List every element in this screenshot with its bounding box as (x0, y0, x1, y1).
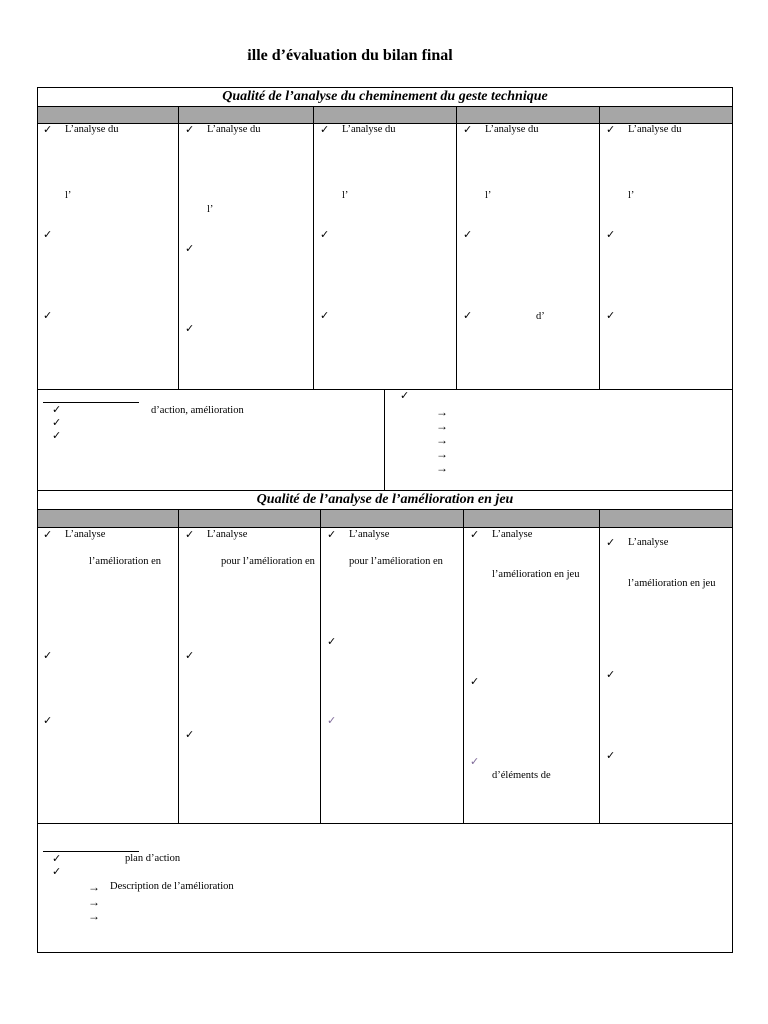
column-divider (384, 389, 385, 490)
text-fragment: l’ (628, 190, 635, 201)
criterion-text: l’amélioration en (89, 556, 162, 567)
divider (37, 527, 733, 528)
check-icon: ✓ (43, 715, 53, 727)
improvement-description: Description de l’amélioration (110, 881, 234, 892)
criterion-label: L’analyse (65, 529, 106, 540)
blank-underline (43, 851, 139, 852)
arrow-icon: → (436, 461, 448, 475)
check-icon: ✓ (470, 529, 480, 541)
arrow-icon: → (436, 419, 448, 433)
text-fragment: l’ (65, 190, 72, 201)
check-icon: ✓ (470, 756, 480, 768)
check-icon: ✓ (185, 323, 195, 335)
check-icon: ✓ (463, 124, 473, 136)
section2-title (37, 492, 733, 508)
criterion-label: L’analyse du (485, 124, 539, 135)
check-icon: ✓ (43, 310, 53, 322)
plan-label: plan d’action (125, 853, 181, 864)
check-icon: ✓ (43, 229, 53, 241)
section2-header-row (38, 510, 732, 527)
page-title (0, 47, 700, 65)
criterion-label: L’analyse (492, 529, 533, 540)
divider (37, 490, 733, 491)
arrow-icon: → (436, 447, 448, 461)
section1-title-text: Qualité de l’analyse du cheminement du geste technique (222, 89, 548, 104)
criterion-label: L’analyse (207, 529, 248, 540)
arrow-icon: → (436, 405, 448, 419)
check-icon: ✓ (463, 310, 473, 322)
section1-header-row (38, 107, 732, 123)
text-fragment: l’ (207, 204, 214, 215)
check-icon: ✓ (52, 404, 62, 416)
text-fragment: l’ (485, 190, 492, 201)
check-icon: ✓ (606, 537, 616, 549)
column-divider (178, 509, 179, 823)
divider (37, 823, 733, 824)
check-icon: ✓ (320, 229, 330, 241)
criterion-label: L’analyse (628, 537, 669, 548)
check-icon: ✓ (470, 676, 480, 688)
column-divider (178, 106, 179, 389)
check-icon: ✓ (606, 750, 616, 762)
column-divider (320, 509, 321, 823)
column-divider (599, 509, 600, 823)
check-icon: ✓ (52, 853, 62, 865)
check-icon: ✓ (327, 715, 337, 727)
check-icon: ✓ (52, 866, 62, 878)
check-icon: ✓ (43, 529, 53, 541)
text-fragment: l’ (342, 190, 349, 201)
check-icon: ✓ (185, 729, 195, 741)
arrow-icon: → (88, 895, 100, 909)
criterion-text: l’amélioration en jeu (492, 569, 580, 580)
check-icon: ✓ (606, 669, 616, 681)
check-icon: ✓ (463, 229, 473, 241)
check-icon: ✓ (606, 229, 616, 241)
arrow-icon: → (88, 909, 100, 923)
check-icon: ✓ (606, 124, 616, 136)
check-icon: ✓ (400, 390, 410, 402)
section2-title-text: Qualité de l’analyse de l’amélioration en jeu (256, 492, 514, 507)
column-divider (463, 509, 464, 823)
check-icon: ✓ (43, 124, 53, 136)
column-divider (456, 106, 457, 389)
page-title-text: ille d’évaluation du bilan final (247, 47, 453, 64)
arrow-icon: → (88, 880, 100, 894)
check-icon: ✓ (185, 124, 195, 136)
criterion-text: d’éléments de (492, 770, 551, 781)
section1-title (37, 89, 733, 105)
text-fragment: d’ (536, 311, 545, 322)
criterion-text: pour l’amélioration en (221, 556, 315, 567)
check-icon: ✓ (43, 650, 53, 662)
check-icon: ✓ (52, 430, 62, 442)
check-icon: ✓ (327, 636, 337, 648)
check-icon: ✓ (185, 650, 195, 662)
check-icon: ✓ (320, 310, 330, 322)
criterion-label: L’analyse du (207, 124, 261, 135)
check-icon: ✓ (185, 243, 195, 255)
check-icon: ✓ (320, 124, 330, 136)
check-icon: ✓ (52, 417, 62, 429)
divider (37, 389, 733, 390)
criterion-label: L’analyse du (342, 124, 396, 135)
criterion-label: L’analyse du (65, 124, 119, 135)
check-icon: ✓ (327, 529, 337, 541)
plan-label: d’action, amélioration (151, 405, 244, 416)
criterion-label: L’analyse (349, 529, 390, 540)
blank-underline (43, 402, 139, 403)
criterion-text: l’amélioration en jeu (628, 578, 716, 589)
criterion-label: L’analyse du (628, 124, 682, 135)
column-divider (313, 106, 314, 389)
arrow-icon: → (436, 433, 448, 447)
column-divider (599, 106, 600, 389)
check-icon: ✓ (606, 310, 616, 322)
check-icon: ✓ (185, 529, 195, 541)
criterion-text: pour l’amélioration en (349, 556, 443, 567)
